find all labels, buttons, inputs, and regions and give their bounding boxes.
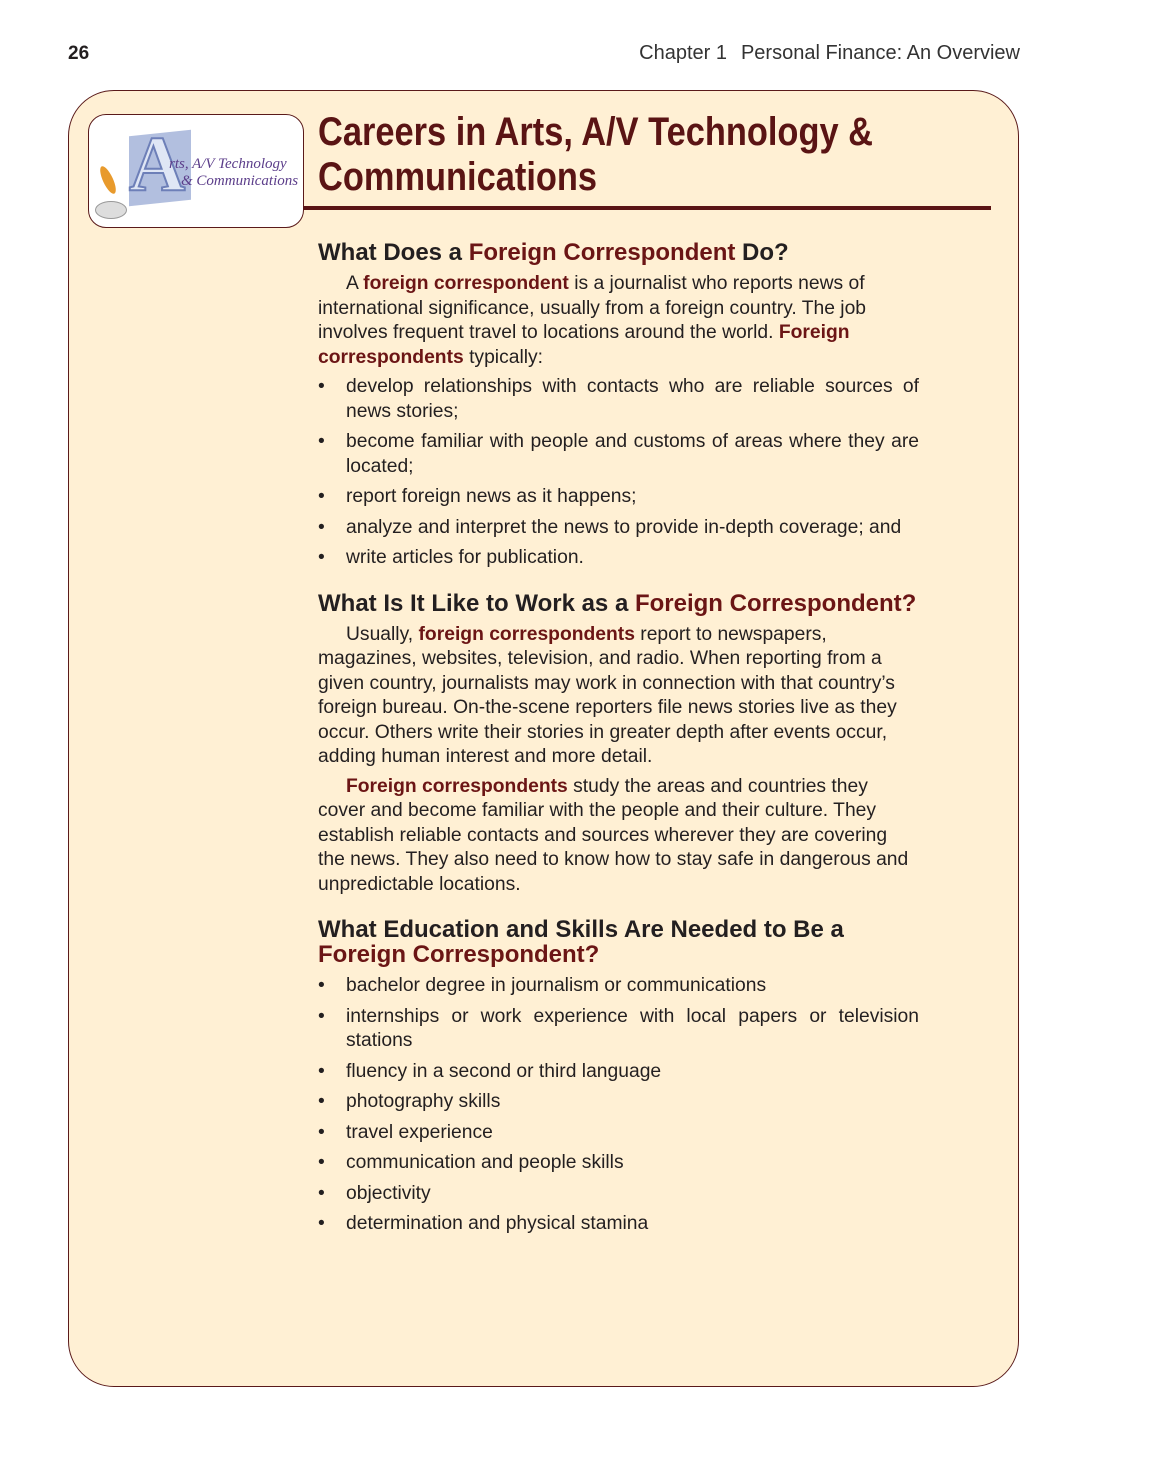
paragraph bbox=[318, 272, 919, 370]
section-heading bbox=[318, 240, 919, 265]
section-heading bbox=[318, 917, 919, 967]
heading-text: What Does a bbox=[318, 239, 469, 266]
section bbox=[318, 591, 919, 898]
heading-highlight: Foreign Correspondent bbox=[468, 239, 736, 266]
paragraph bbox=[318, 623, 919, 770]
list-item: • become familiar with people and customs of areas where they are located; bbox=[318, 430, 919, 479]
cd-icon bbox=[95, 201, 127, 219]
list-item: • fluency in a second or third language bbox=[318, 1060, 919, 1085]
heading-text: What Education and Skills Are Needed to Be a bbox=[318, 916, 844, 943]
heading-highlight: Foreign Correspondent? bbox=[318, 941, 600, 968]
list-item: • determination and physical stamina bbox=[318, 1212, 919, 1237]
list-item: • objectivity bbox=[318, 1182, 919, 1207]
title-line1: Careers in Arts, A/V Technology & bbox=[318, 110, 873, 154]
section bbox=[318, 917, 919, 1237]
logo-letter: A bbox=[129, 120, 186, 207]
key-term: foreign correspondent bbox=[363, 273, 569, 294]
feature-title bbox=[318, 110, 873, 200]
chapter-title: Personal Finance: An Overview bbox=[740, 42, 1020, 64]
heading-text: Do? bbox=[735, 239, 789, 266]
paragraph-text: Usually, bbox=[346, 623, 419, 645]
list-item: • communication and people skills bbox=[318, 1151, 919, 1176]
logo-text-line1: rts, A/V Technology bbox=[169, 156, 287, 172]
list-item: • photography skills bbox=[318, 1090, 919, 1115]
key-term: Foreign correspondents bbox=[346, 775, 568, 797]
paragraph-text: report to newspapers, magazines, websites, television, and radio. When reporting from a given country, journalists may work in connection with that country’s foreign bureau. On-the-scene reporters file news stories live as they occur. Others write their stories in greater depth after events occur, adding human interest and more detail. bbox=[318, 623, 897, 767]
bullet-list bbox=[318, 375, 919, 571]
list-item: • analyze and interpret the news to provide in-depth coverage; and bbox=[318, 516, 919, 541]
paragraph-text: typically: bbox=[463, 346, 544, 368]
chapter-label: Chapter 1 bbox=[639, 42, 727, 64]
list-item: • internships or work experience with local papers or television stations bbox=[318, 1005, 919, 1054]
heading-highlight: Foreign Correspondent? bbox=[634, 589, 917, 617]
feature-content bbox=[318, 240, 919, 1257]
section bbox=[318, 240, 919, 571]
list-item: • develop relationships with contacts who are reliable sources of news stories; bbox=[318, 375, 919, 424]
heading-text: What Is It Like to Work as a bbox=[318, 589, 635, 617]
key-term: Foreign correspondents bbox=[318, 322, 850, 368]
list-item: • report foreign news as it happens; bbox=[318, 485, 919, 510]
key-term: foreign correspondents bbox=[418, 623, 635, 645]
section-heading bbox=[318, 591, 919, 616]
title-line2: Communications bbox=[318, 155, 598, 199]
paragraph bbox=[318, 775, 919, 898]
running-header bbox=[639, 42, 1020, 65]
page-number: 26 bbox=[68, 43, 90, 64]
list-item: • travel experience bbox=[318, 1121, 919, 1146]
title-rule bbox=[303, 206, 991, 210]
paragraph-text: is a journalist who reports news of international significance, usually from a foreign country. The job involves frequent travel to locations around the world. bbox=[318, 273, 867, 343]
bullet-list bbox=[318, 974, 919, 1237]
list-item: • write articles for publication. bbox=[318, 546, 919, 571]
paragraph-text: A bbox=[346, 273, 364, 294]
paragraph-text: study the areas and countries they cover and become familiar with the people and their culture. They establish reliable contacts and sources wherever they are covering the news. They also need to know how to stay safe in dangerous and unpredictable locations. bbox=[318, 775, 909, 895]
list-item: • bachelor degree in journalism or communications bbox=[318, 974, 919, 999]
career-cluster-logo bbox=[88, 114, 304, 228]
quill-icon bbox=[97, 164, 119, 195]
logo-text-line2: & Communications bbox=[181, 173, 299, 189]
